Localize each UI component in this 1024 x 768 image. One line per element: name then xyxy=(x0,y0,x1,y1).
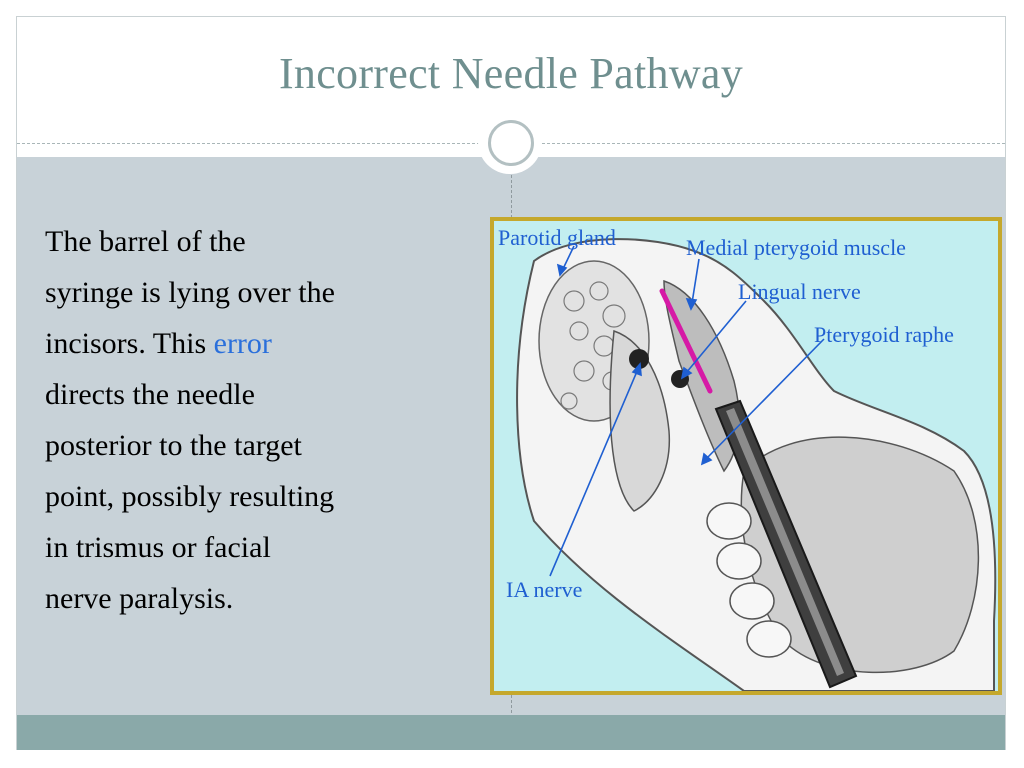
body-line: The barrel of the xyxy=(45,225,246,258)
body-line: directs the needle xyxy=(45,378,255,411)
label-medial-pterygoid: Medial pterygoid muscle xyxy=(686,235,906,260)
footer-band xyxy=(17,715,1005,750)
body-line: in trismus or facial xyxy=(45,531,271,564)
error-highlight: error xyxy=(213,327,272,360)
body-line: nerve paralysis. xyxy=(45,582,234,615)
body-line: point, possibly resulting xyxy=(45,480,335,513)
label-lingual-nerve: Lingual nerve xyxy=(738,279,861,304)
body-line: posterior to the target xyxy=(45,429,302,462)
body-line: incisors. This xyxy=(45,327,214,360)
label-parotid-gland: Parotid gland xyxy=(498,225,616,250)
body-paragraph xyxy=(45,216,445,624)
anatomy-figure xyxy=(490,217,1002,695)
body-line: syringe is lying over the xyxy=(45,276,335,309)
label-ia-nerve: IA nerve xyxy=(506,577,583,602)
medallion-ring-icon xyxy=(488,120,534,166)
slide-title: Incorrect Needle Pathway xyxy=(278,49,744,98)
label-pterygoid-raphe: Pterygoid raphe xyxy=(814,322,954,347)
